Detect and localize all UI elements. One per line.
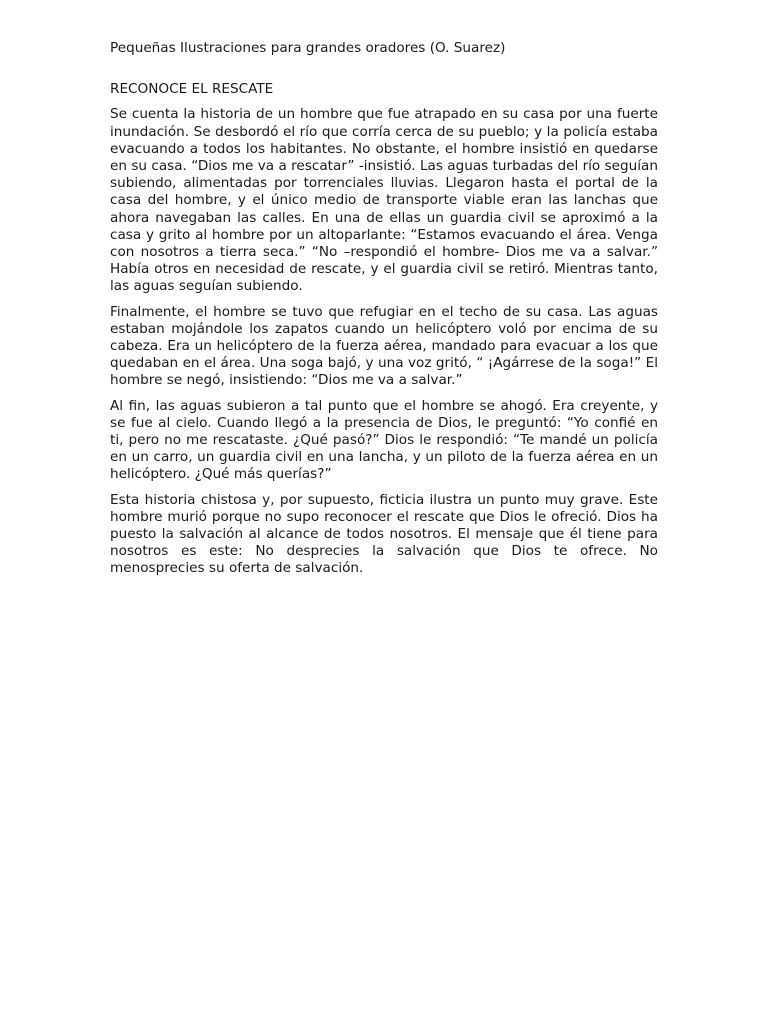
paragraph-4: Esta historia chistosa y, por supuesto, ficticia ilustra un punto muy grave. Este hombre murió porque no supo reconocer el rescate que Dios le ofreció. Dios ha puesto la salvación al alcance de todos nosotros. El mensaje que él tiene para nosotros es este: No desprecies la salvación que Dios te ofrece. No menosprecies su oferta de salvación. xyxy=(110,491,658,577)
paragraph-1: Se cuenta la historia de un hombre que fue atrapado en su casa por una fuerte inundación. Se desbordó el río que corría cerca de su pueblo; y la policía estaba evacuando a todos los habitantes. No obstante, el hombre insistió en quedarse en su casa. “Dios me va a rescatar” -insistió. Las aguas turbadas del río seguían subiendo, alimentadas por torrenciales lluvias. Llegaron hasta el portal de la casa del hombre, y el único medio de transporte viable eran las lanchas que ahora navegaban las calles. En una de ellas un guardia civil se aproximó a la casa y grito al hombre por un altoparlante: “Estamos evacuando el área. Venga con nosotros a tierra seca.” “No –respondió el hombre- Dios me va a salvar.” Había otros en necesidad de rescate, y el guardia civil se retiró. Mientras tanto, las aguas seguían subiendo. xyxy=(110,106,658,295)
paragraph-3: Al fin, las aguas subieron a tal punto que el hombre se ahogó. Era creyente, y se fue al cielo. Cuando llegó a la presencia de Dios, le preguntó: “Yo confié en ti, pero no me rescataste. ¿Qué pasó?” Dios le respondió: “Te mandé un policía en un carro, un guardia civil en una lancha, y un piloto de la fuerza aérea en un helicóptero. ¿Qué más querías?” xyxy=(110,397,658,483)
paragraph-2: Finalmente, el hombre se tuvo que refugiar en el techo de su casa. Las aguas estaban mojándole los zapatos cuando un helicóptero voló por encima de su cabeza. Era un helicóptero de la fuerza aérea, mandado para evacuar a los que quedaban en el área. Una soga bajó, y una voz gritó, “ ¡Agárrese de la soga!” El hombre se negó, insistiendo: “Dios me va a salvar.” xyxy=(110,303,658,389)
document-body xyxy=(110,40,658,586)
document-header: Pequeñas Ilustraciones para grandes oradores (O. Suarez) xyxy=(110,40,506,56)
story-title: RECONOCE EL RESCATE xyxy=(110,81,274,98)
